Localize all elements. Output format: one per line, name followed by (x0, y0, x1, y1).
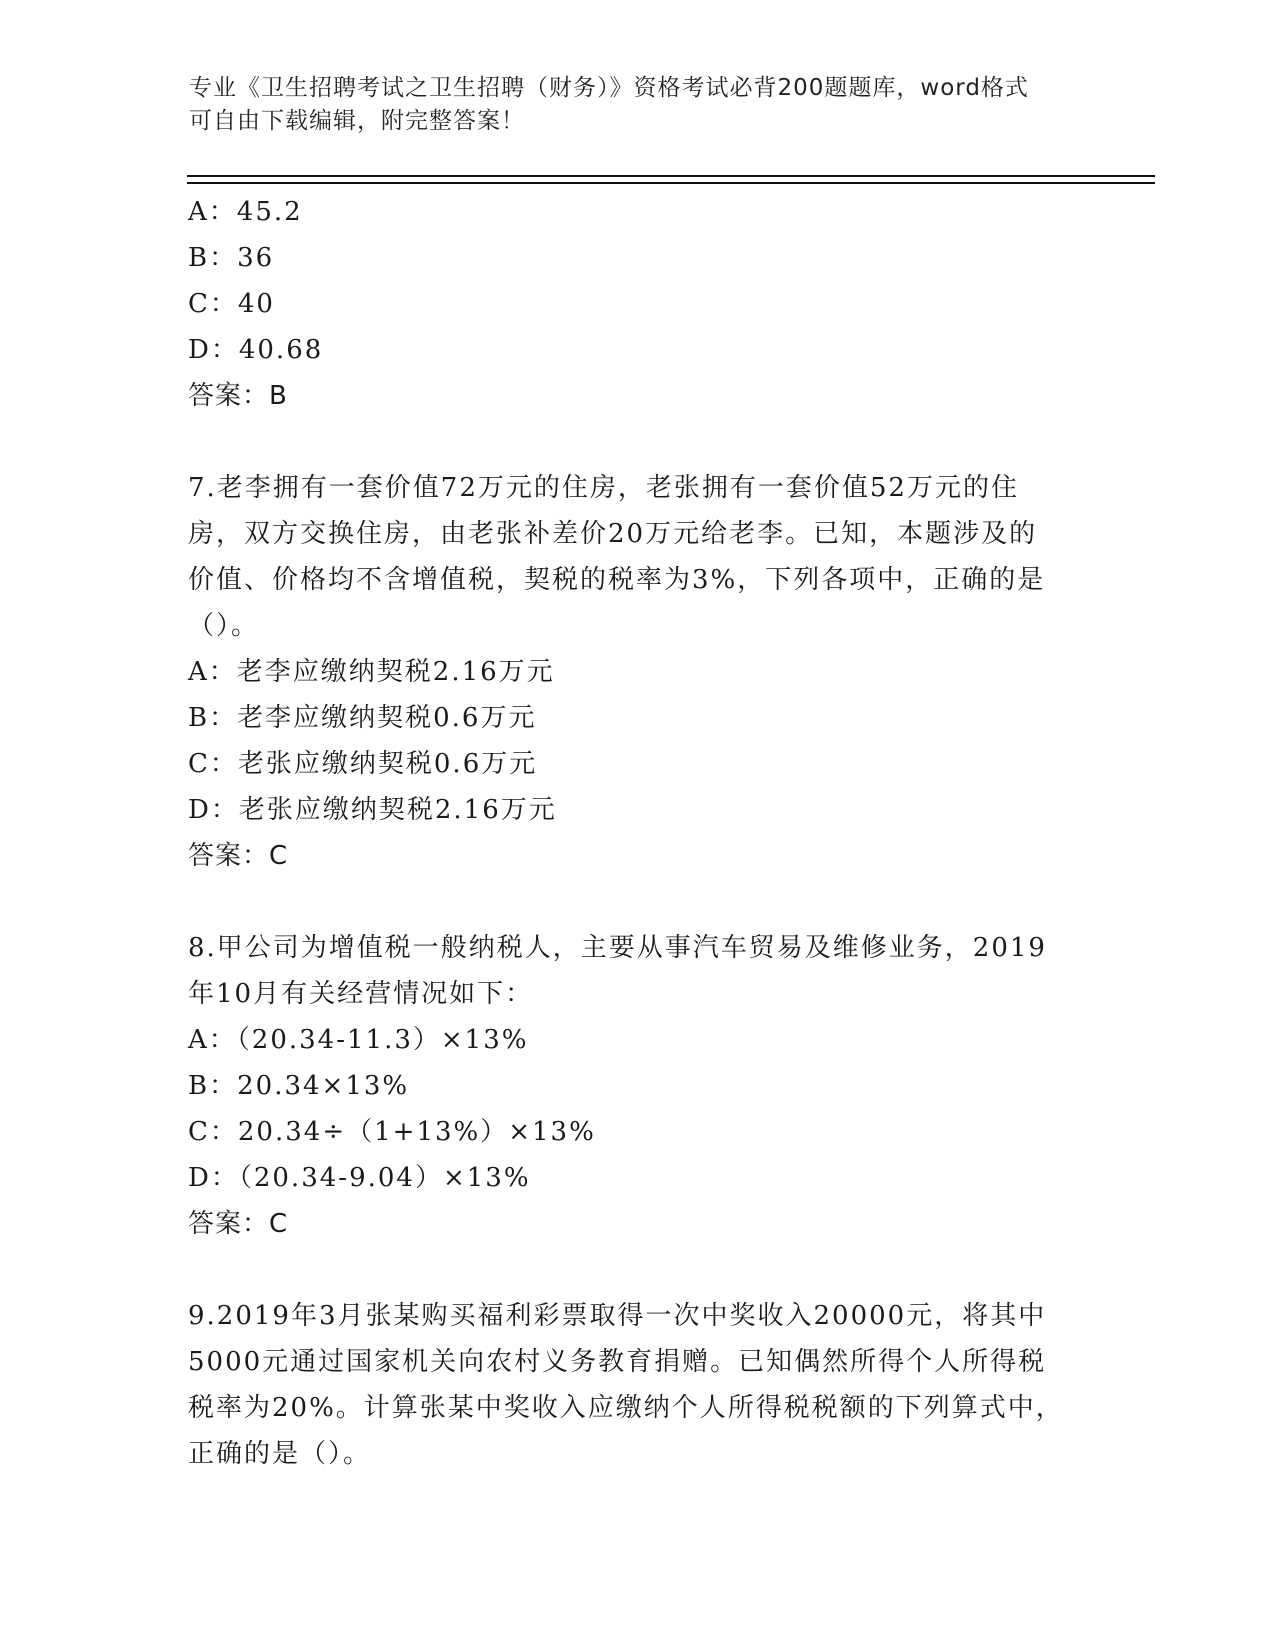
stem-line: 5000元通过国家机关向农村义务教育捐赠。已知偶然所得个人所得税 (188, 1347, 1047, 1377)
header-divider-bottom (187, 182, 1155, 184)
spacer (188, 1247, 1088, 1293)
option-a: A：老李应缴纳契税2.16万元 (188, 657, 555, 687)
question-9 (188, 1293, 1088, 1477)
option-d: D：老张应缴纳契税2.16万元 (188, 795, 557, 825)
stem-line: 7.老李拥有一套价值72万元的住房，老张拥有一套价值52万元的住 (188, 473, 1019, 503)
question-stem (188, 465, 1088, 649)
question-8 (188, 925, 1088, 1247)
option-b: B：20.34×13% (188, 1071, 410, 1101)
answer: 答案：C (188, 1209, 289, 1239)
stem-line: （）。 (188, 611, 260, 641)
question-6 (188, 189, 1088, 419)
option-a: A：（20.34-11.3）×13% (188, 1025, 529, 1055)
spacer (188, 419, 1088, 465)
option-c: C：老张应缴纳契税0.6万元 (188, 749, 538, 779)
option-c: C：40 (188, 289, 275, 319)
stem-line: 年10月有关经营情况如下： (188, 979, 534, 1009)
header-title-line-2: 可自由下载编辑，附完整答案！ (189, 108, 525, 134)
document-header (189, 72, 1089, 138)
option-c: C：20.34÷（1+13%）×13% (188, 1117, 596, 1147)
option-a: A：45.2 (188, 197, 303, 227)
stem-line: 房，双方交换住房，由老张补差价20万元给老李。已知，本题涉及的 (188, 519, 1038, 549)
option-d: D：（20.34-9.04）×13% (188, 1163, 531, 1193)
header-title-line-1: 专业《卫生招聘考试之卫生招聘（财务）》资格考试必背200题题库，word格式 (189, 75, 1029, 101)
question-7 (188, 465, 1088, 879)
stem-line: 税率为20%。计算张某中奖收入应缴纳个人所得税税额的下列算式中， (188, 1393, 1064, 1423)
answer: 答案：C (188, 841, 289, 871)
stem-line: 正确的是（）。 (188, 1439, 372, 1469)
stem-line: 9.2019年3月张某购买福利彩票取得一次中奖收入20000元，将其中 (188, 1301, 1047, 1331)
answer: 答案：B (188, 381, 288, 411)
header-divider-top (187, 175, 1155, 177)
option-d: D：40.68 (188, 335, 324, 365)
question-content (188, 189, 1088, 1477)
stem-line: 8.甲公司为增值税一般纳税人，主要从事汽车贸易及维修业务，2019 (188, 933, 1047, 963)
option-b: B：36 (188, 243, 275, 273)
spacer (188, 879, 1088, 925)
question-stem (188, 925, 1088, 1017)
question-stem (188, 1293, 1088, 1477)
option-b: B：老李应缴纳契税0.6万元 (188, 703, 537, 733)
stem-line: 价值、价格均不含增值税，契税的税率为3%，下列各项中，正确的是 (188, 565, 1046, 595)
